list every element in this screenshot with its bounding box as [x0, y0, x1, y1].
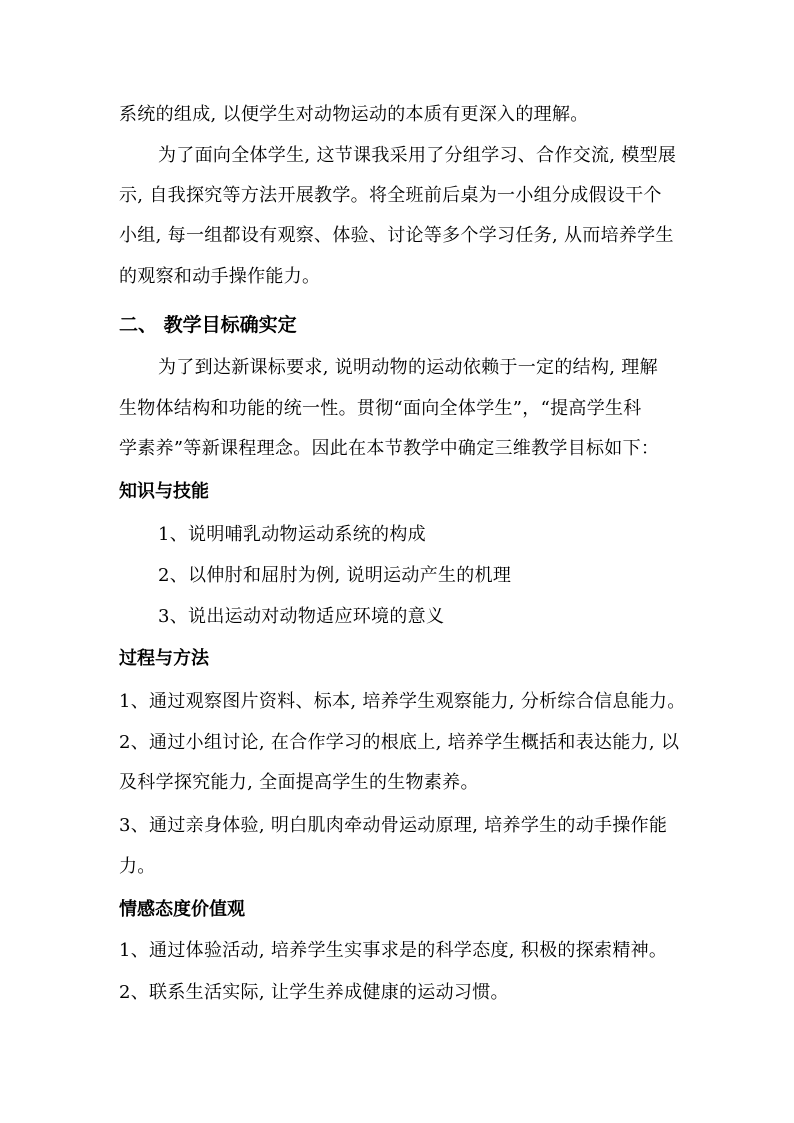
paragraph-line: 2、通过小组讨论, 在合作学习的根底上, 培养学生概括和表达能力, 以 — [119, 732, 680, 753]
paragraph-line: 的观察和动手操作能力。 — [119, 266, 321, 287]
paragraph-line: 及科学探究能力, 全面提高学生的生物素养。 — [119, 772, 479, 793]
list-item: 2、以伸肘和屈肘为例, 说明运动产生的机理 — [158, 565, 512, 586]
paragraph-line: 小组, 每一组都设有观察、体验、讨论等多个学习任务, 从而培养学生 — [119, 225, 674, 246]
list-item: 3、说出运动对动物适应环境的意义 — [158, 606, 445, 627]
paragraph-line: 3、通过亲身体验, 明白肌肉牵动骨运动原理, 培养学生的动手操作能 — [119, 815, 668, 836]
paragraph-line: 学素养”等新课程理念。因此在本节教学中确定三维教学目标如下： — [119, 438, 660, 459]
paragraph-line: 为了到达新课标要求, 说明动物的运动依赖于一定的结构, 理解 — [158, 357, 658, 378]
subsection-title-process: 过程与方法 — [119, 648, 209, 669]
paragraph-line: 1、通过体验活动, 培养学生实事求是的科学态度, 积极的探索精神。 — [119, 940, 668, 961]
paragraph-line: 为了面向全体学生, 这节课我采用了分组学习、合作交流, 模型展 — [158, 145, 677, 166]
list-item: 1、说明哺乳动物运动系统的构成 — [158, 524, 426, 545]
paragraph-line: 力。 — [119, 856, 156, 877]
paragraph-line: 1、通过观察图片资料、标本, 培养学生观察能力, 分析综合信息能力。 — [119, 691, 686, 712]
paragraph-line: 生物体结构和功能的统一性。贯彻“面向全体学生”，“提高学生科 — [119, 398, 642, 419]
subsection-title-knowledge: 知识与技能 — [119, 481, 209, 502]
paragraph-line: 示, 自我探究等方法开展教学。将全班前后桌为一小组分成假设干个 — [119, 185, 662, 206]
section-heading: 二、 教学目标确实定 — [119, 314, 297, 336]
paragraph-line: 系统的组成, 以便学生对动物运动的本质有更深入的理解。 — [119, 104, 589, 125]
subsection-title-emotion: 情感态度价值观 — [119, 899, 245, 920]
paragraph-line: 2、联系生活实际, 让学生养成健康的运动习惯。 — [119, 982, 509, 1003]
